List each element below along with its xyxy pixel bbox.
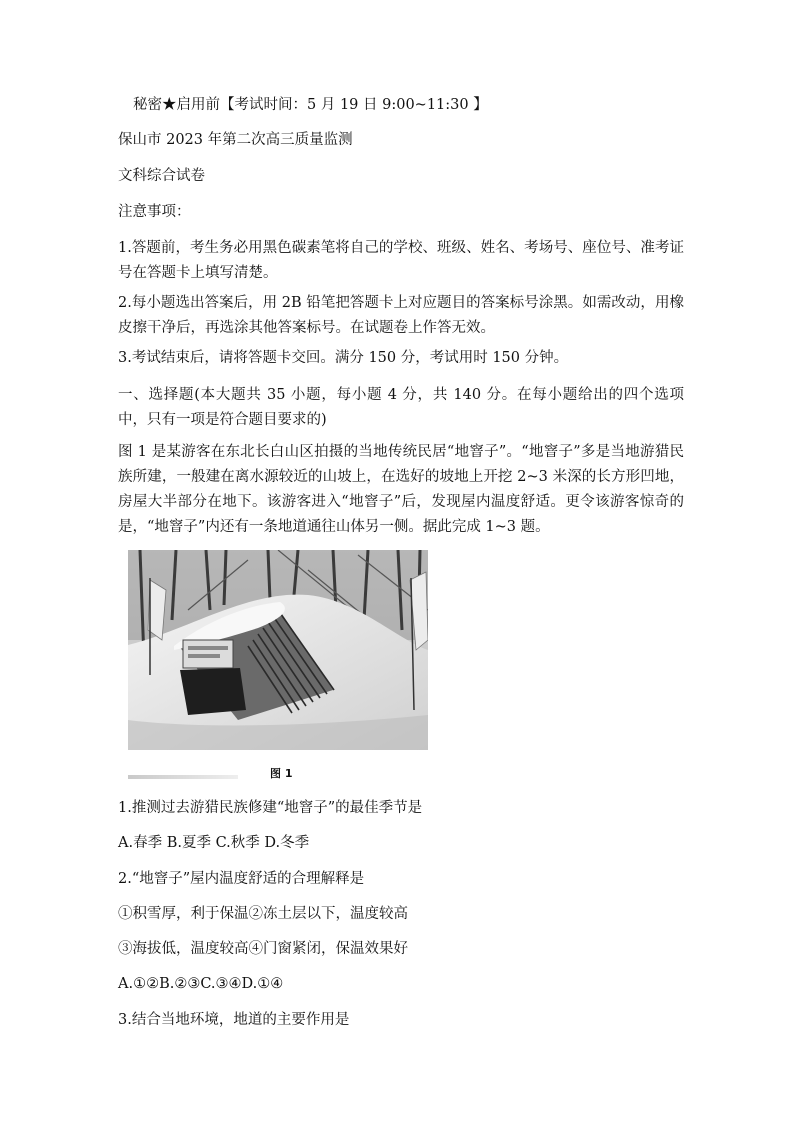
question-2-statements-1: ①积雪厚，利于保温②冻土层以下，温度较高 <box>118 906 408 922</box>
notes-heading: 注意事项： <box>118 204 191 220</box>
exam-title: 保山市 2023 年第二次高三质量监测 <box>118 132 353 148</box>
note-item-3: 3.考试结束后，请将答题卡交回。满分 150 分，考试用时 150 分钟。 <box>118 350 569 366</box>
figure-photo-dugout <box>128 550 428 750</box>
section-heading: 一、选择题(本大题共 35 小题，每小题 4 分，共 140 分。在每小题给出的四个选项中，只有一项是符合题目要求的) <box>118 387 684 428</box>
secret-note: 秘密★启用前【考试时间：5 月 19 日 9:00~11:30 】 <box>133 97 488 113</box>
passage: 图 1 是某游客在东北长白山区拍摄的当地传统民居“地窨子”。“地窨子”多是当地游猎民族所建，一般建在离水源较近的山坡上，在选好的坡地上开挖 2~3 米深的长方形凹地，房屋大半部分在地下。该游客进入“地窨子”后，发现屋内温度舒适。更令该游客惊奇的是，“地窨子”内还有一条地道通往山体另一侧。据此完成 1~3 题。 <box>118 444 684 535</box>
question-1-stem: 1.推测过去游猎民族修建“地窨子”的最佳季节是 <box>118 800 423 816</box>
question-2-options: A.①②B.②③C.③④D.①④ <box>118 976 284 992</box>
subject-title: 文科综合试卷 <box>118 168 205 184</box>
note-item-2: 2.每小题选出答案后，用 2B 铅笔把答题卡上对应题目的答案标号涂黑。如需改动，用橡皮擦干净后，再选涂其他答案标号。在试题卷上作答无效。 <box>118 295 684 336</box>
question-3-stem: 3.结合当地环境，地道的主要作用是 <box>118 1012 350 1028</box>
question-2-stem: 2.“地窨子”屋内温度舒适的合理解释是 <box>118 871 365 887</box>
question-1-options: A.春季 B.夏季 C.秋季 D.冬季 <box>118 835 310 851</box>
note-item-1: 1.答题前，考生务必用黑色碳素笔将自己的学校、班级、姓名、考场号、座位号、准考证号在答题卡上填写清楚。 <box>118 240 684 281</box>
question-2-statements-2: ③海拔低，温度较高④门窗紧闭，保温效果好 <box>118 941 408 957</box>
figure-caption: 图 1 <box>270 767 293 780</box>
figure-shadow-strip <box>128 775 238 779</box>
